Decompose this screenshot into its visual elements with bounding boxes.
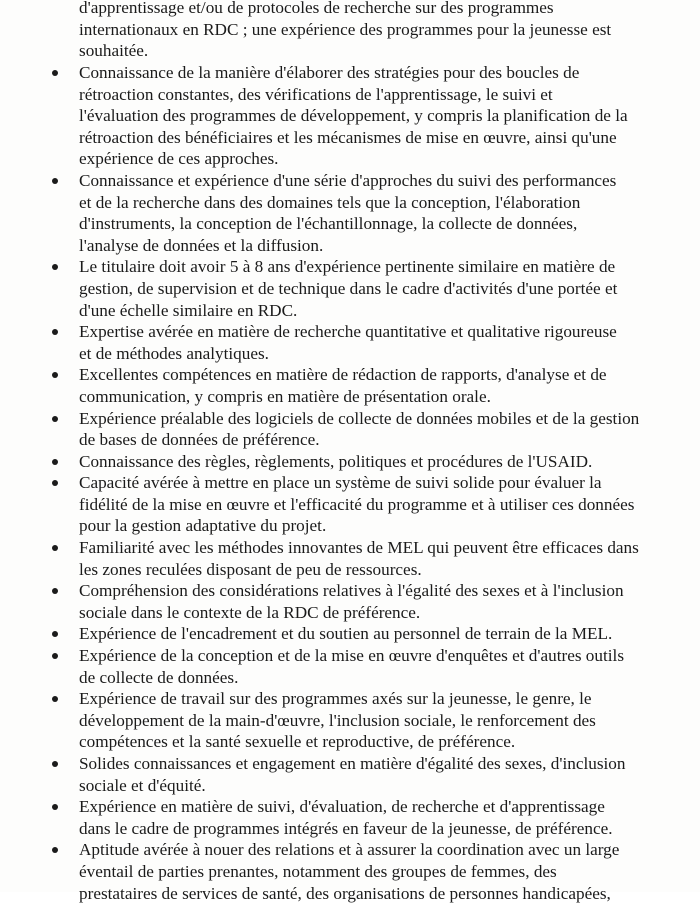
text-line: Aptitude avérée à nouer des relations et à assurer la coordination avec un large — [79, 840, 620, 860]
text-line: Compréhension des considérations relatives à l'égalité des sexes et à l'inclusion — [79, 581, 624, 601]
list-item — [0, 537, 690, 580]
text-line: Expérience de travail sur des programmes axés sur la jeunesse, le genre, le — [79, 689, 592, 709]
intro-continuation — [79, 0, 689, 62]
list-item — [0, 688, 690, 753]
list-item — [0, 256, 690, 321]
text-line: pour la gestion adaptative du projet. — [79, 516, 327, 536]
text-line: Connaissance des règles, règlements, politiques et procédures de l'USAID. — [79, 451, 593, 471]
text-line: gestion, de supervision et de technique dans le cadre d'activités d'une portée et — [79, 278, 618, 298]
text-line: Expérience préalable des logiciels de collecte de données mobiles et de la gestion — [79, 408, 640, 428]
list-item — [0, 364, 690, 407]
text-line: compétences et la santé sexuelle et reproductive, de préférence. — [79, 732, 516, 752]
list-item — [0, 796, 690, 839]
bullet-icon — [52, 653, 58, 659]
bullet-icon — [52, 70, 58, 76]
text-line: Connaissance de la manière d'élaborer des stratégies pour des boucles de — [79, 63, 580, 82]
bullet-icon — [52, 761, 58, 767]
text-line: souhaitée. — [79, 41, 149, 61]
bullet-icon — [52, 804, 58, 810]
bullet-icon — [52, 372, 58, 378]
list-item — [0, 580, 690, 623]
list-item — [0, 62, 690, 170]
text-line: développement de la main-d'œuvre, l'inclusion sociale, le renforcement des — [79, 710, 596, 730]
list-item — [0, 408, 690, 451]
text-line: sociale et d'équité. — [79, 775, 206, 795]
bullet-icon — [52, 459, 58, 465]
text-line: de bases de données de préférence. — [79, 430, 320, 450]
text-line: Excellentes compétences en matière de rédaction de rapports, d'analyse et de — [79, 365, 607, 385]
bullet-icon — [52, 631, 58, 637]
text-line: communication, y compris en matière de présentation orale. — [79, 386, 491, 406]
text-line: et de la recherche dans des domaines tels que la conception, l'élaboration — [79, 192, 581, 212]
text-line: Familiarité avec les méthodes innovantes de MEL qui peuvent être efficaces dans — [79, 538, 639, 558]
bullet-icon — [52, 588, 58, 594]
bullet-icon — [52, 545, 58, 551]
text-line: prestataires de services de santé, des organisations de personnes handicapées, — [79, 883, 611, 903]
text-line: rétroaction constantes, des vérifications de l'apprentissage, le suivi et — [79, 84, 553, 104]
text-line: Expertise avérée en matière de recherche quantitative et qualitative rigoureuse — [79, 322, 617, 342]
text-line: éventail de parties prenantes, notamment des groupes de femmes, des — [79, 861, 557, 881]
bullet-icon — [52, 264, 58, 270]
bullet-icon — [52, 480, 58, 486]
text-line: Solides connaissances et engagement en matière d'égalité des sexes, d'inclusion — [79, 754, 626, 773]
text-line: Expérience de la conception et de la mise en œuvre d'enquêtes et d'autres outils — [79, 646, 625, 666]
list-item — [0, 451, 690, 473]
text-line: dans le cadre de programmes intégrés en faveur de la jeunesse, de préférence. — [79, 818, 613, 838]
text-line: d'instruments, la conception de l'échantillonnage, la collecte de données, — [79, 214, 578, 234]
text-line: l'évaluation des programmes de développement, y compris la planification de la — [79, 106, 628, 126]
text-line: Le titulaire doit avoir 5 à 8 ans d'expérience pertinente similaire en matière de — [79, 257, 616, 277]
bullet-icon — [52, 178, 58, 184]
bullet-icon — [52, 416, 58, 422]
text-line: Connaissance et expérience d'une série d'approches du suivi des performances — [79, 170, 617, 190]
text-line: sociale dans le contexte de la RDC de préférence. — [79, 602, 421, 622]
text-line: Expérience en matière de suivi, d'évaluation, de recherche et d'apprentissage — [79, 797, 605, 817]
text-line: les zones reculées disposant de peu de ressources. — [79, 559, 422, 579]
bullet-icon — [52, 847, 58, 853]
text-line: rétroaction des bénéficiaires et les mécanismes de mise en œuvre, ainsi qu'une — [79, 127, 617, 147]
text-line: fidélité de la mise en œuvre et l'efficacité du programme et à utiliser ces données — [79, 494, 635, 514]
list-item — [0, 839, 690, 904]
text-line: et de méthodes analytiques. — [79, 343, 269, 363]
text-line: expérience de ces approches. — [79, 149, 279, 169]
list-item — [0, 645, 690, 688]
text-line: Expérience de l'encadrement et du soutien au personnel de terrain de la MEL. — [79, 624, 613, 644]
text-line: de collecte de données. — [79, 667, 239, 687]
bullet-icon — [52, 696, 58, 702]
requirements-list — [0, 62, 690, 904]
text-line: d'une échelle similaire en RDC. — [79, 300, 298, 320]
list-item — [0, 321, 690, 364]
text-line: d'apprentissage et/ou de protocoles de recherche sur des programmes — [79, 0, 554, 17]
list-item — [0, 170, 690, 256]
bullet-icon — [52, 329, 58, 335]
text-line: Capacité avérée à mettre en place un système de suivi solide pour évaluer la — [79, 473, 602, 493]
list-item — [0, 472, 690, 537]
text-line: l'analyse de données et la diffusion. — [79, 235, 324, 255]
text-line: internationaux en RDC ; une expérience des programmes pour la jeunesse est — [79, 19, 612, 39]
list-item — [0, 753, 690, 796]
list-item — [0, 623, 690, 645]
